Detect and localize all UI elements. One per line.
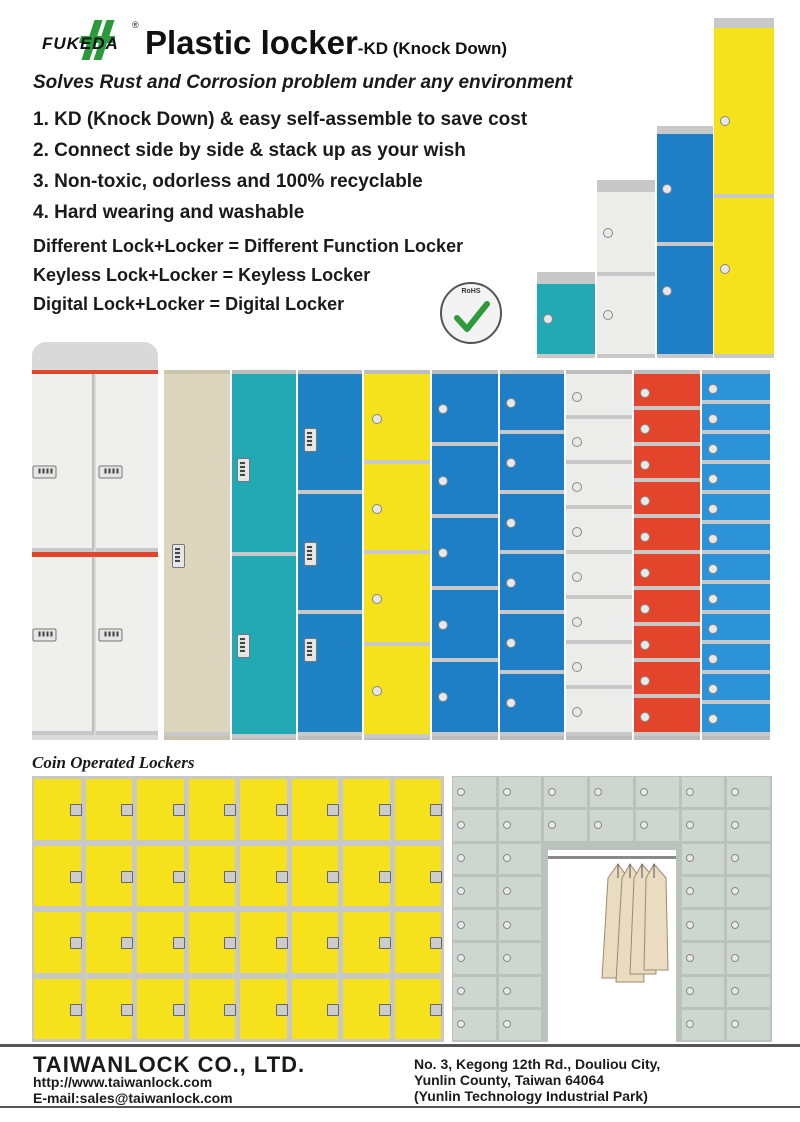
- wardrobe-locker-door: [590, 810, 633, 840]
- locker-knob-icon: [503, 921, 511, 929]
- coin-locker-door: [240, 779, 287, 840]
- address-line: No. 3, Kegong 12th Rd., Douliou City,: [414, 1056, 661, 1072]
- wardrobe-locker-door: [453, 844, 496, 874]
- coin-locker-door: [189, 846, 236, 907]
- coin-locker-door: [292, 979, 339, 1040]
- wardrobe-locker-door: [682, 810, 725, 840]
- locker-knob-icon: [594, 788, 602, 796]
- wardrobe-locker-door: [682, 877, 725, 907]
- coin-locker-door: [240, 912, 287, 973]
- locker-knob-icon: [548, 788, 556, 796]
- brand-logo-text: FUKEDA: [42, 34, 119, 53]
- locker-red-ten: [634, 370, 700, 740]
- locker-knob-icon: [731, 1020, 739, 1028]
- coin-section-caption: Coin Operated Lockers: [32, 753, 195, 772]
- locker-knob-icon: [548, 821, 556, 829]
- wardrobe-locker-door: [453, 910, 496, 940]
- wardrobe-locker-door: [453, 777, 496, 807]
- wardrobe-locker-door: [453, 977, 496, 1007]
- coin-locker-door: [86, 779, 133, 840]
- formula-list: [33, 232, 463, 319]
- locker-knob-icon: [686, 821, 694, 829]
- wardrobe-locker-door: [499, 844, 542, 874]
- feature-item: 3. Non-toxic, odorless and 100% recyclable: [33, 171, 423, 192]
- locker-yellow-quad: [364, 370, 430, 740]
- locker-white-eight: [566, 370, 632, 740]
- locker-blue-six: [500, 370, 564, 740]
- locker-knob-icon: [686, 987, 694, 995]
- locker-white-red-trim: [32, 342, 158, 740]
- locker-knob-icon: [594, 821, 602, 829]
- coin-locker-door: [137, 979, 184, 1040]
- wardrobe-locker-door: [682, 1010, 725, 1040]
- coin-slot-icon: [224, 804, 236, 816]
- wardrobe-locker-door: [544, 810, 587, 840]
- rohs-check-icon: [453, 298, 491, 336]
- locker-knob-icon: [457, 887, 465, 895]
- locker-knob-icon: [731, 954, 739, 962]
- locker-knob-icon: [503, 1020, 511, 1028]
- coin-slot-icon: [173, 871, 185, 883]
- coin-slot-icon: [430, 1004, 442, 1016]
- wardrobe-locker-door: [453, 1010, 496, 1040]
- coin-slot-icon: [276, 1004, 288, 1016]
- coin-locker-door: [395, 846, 442, 907]
- locker-knob-icon: [731, 821, 739, 829]
- wardrobe-locker-door: [453, 810, 496, 840]
- rohs-badge: [440, 282, 502, 344]
- coin-locker-door: [240, 846, 287, 907]
- locker-yellow-tallest: [714, 18, 774, 358]
- wardrobe-locker-door: [682, 844, 725, 874]
- locker-knob-icon: [457, 854, 465, 862]
- feature-item: 4. Hard wearing and washable: [33, 202, 305, 223]
- coin-locker-door: [292, 846, 339, 907]
- coin-slot-icon: [173, 937, 185, 949]
- locker-knob-icon: [731, 921, 739, 929]
- wardrobe-locker-door: [727, 943, 770, 973]
- registered-mark: ®: [132, 20, 139, 30]
- locker-knob-icon: [457, 987, 465, 995]
- coin-slot-icon: [379, 871, 391, 883]
- locker-blue-five: [432, 370, 498, 740]
- coin-locker-door: [292, 779, 339, 840]
- locker-knob-icon: [503, 987, 511, 995]
- wardrobe-locker-door: [499, 777, 542, 807]
- coin-slot-icon: [276, 871, 288, 883]
- locker-beige-single: [164, 370, 230, 740]
- coin-locker-door: [34, 779, 81, 840]
- locker-knob-icon: [731, 987, 739, 995]
- email-link[interactable]: E-mail:sales@taiwanlock.com: [33, 1090, 233, 1106]
- coin-slot-icon: [379, 804, 391, 816]
- wardrobe-locker-door: [682, 977, 725, 1007]
- feature-list: [33, 104, 527, 228]
- formula-item: Different Lock+Locker = Different Function Locker: [33, 236, 464, 256]
- locker-knob-icon: [503, 854, 511, 862]
- wardrobe-locker-door: [727, 844, 770, 874]
- locker-knob-icon: [640, 788, 648, 796]
- locker-knob-icon: [686, 854, 694, 862]
- coin-locker-door: [86, 846, 133, 907]
- coin-locker-door: [34, 979, 81, 1040]
- locker-knob-icon: [686, 1020, 694, 1028]
- locker-knob-icon: [457, 821, 465, 829]
- rohs-label: RoHS: [461, 288, 481, 295]
- address-line: (Yunlin Technology Industrial Park): [414, 1088, 648, 1104]
- coin-locker-door: [343, 979, 390, 1040]
- coin-slot-icon: [430, 804, 442, 816]
- footer-rule-top: [0, 1044, 800, 1047]
- locker-knob-icon: [731, 788, 739, 796]
- slogan: Solves Rust and Corrosion problem under any environment: [33, 72, 573, 93]
- coin-slot-icon: [173, 1004, 185, 1016]
- locker-knob-icon: [686, 887, 694, 895]
- wardrobe-locker-door: [453, 943, 496, 973]
- coin-locker-door: [292, 912, 339, 973]
- coin-locker-door: [34, 846, 81, 907]
- page-title: [145, 24, 507, 62]
- wardrobe-locker-door: [453, 877, 496, 907]
- wardrobe-locker-door: [636, 777, 679, 807]
- wardrobe-locker-door: [682, 910, 725, 940]
- coin-locker-door: [343, 912, 390, 973]
- address-line: Yunlin County, Taiwan 64064: [414, 1072, 605, 1088]
- coin-slot-icon: [70, 804, 82, 816]
- wardrobe-locker-door: [499, 877, 542, 907]
- wardrobe-locker-door: [544, 777, 587, 807]
- locker-knob-icon: [503, 887, 511, 895]
- coin-locker-door: [137, 846, 184, 907]
- coin-slot-icon: [327, 804, 339, 816]
- locker-knob-icon: [503, 954, 511, 962]
- title-suffix: -KD (Knock Down): [357, 39, 508, 58]
- coin-locker-door: [240, 979, 287, 1040]
- locker-teal-double: [232, 370, 296, 740]
- wardrobe-locker-door: [727, 910, 770, 940]
- locker-knob-icon: [457, 788, 465, 796]
- wardrobe-locker-door: [727, 977, 770, 1007]
- coin-slot-icon: [224, 1004, 236, 1016]
- coin-slot-icon: [224, 871, 236, 883]
- coin-locker-door: [189, 979, 236, 1040]
- coin-slot-icon: [121, 1004, 133, 1016]
- coin-slot-icon: [224, 937, 236, 949]
- locker-sky-twelve: [702, 370, 770, 740]
- locker-teal-short: [537, 272, 595, 358]
- coin-slot-icon: [121, 804, 133, 816]
- coin-slot-icon: [70, 871, 82, 883]
- coin-locker-door: [34, 912, 81, 973]
- coin-slot-icon: [430, 871, 442, 883]
- coin-slot-icon: [327, 937, 339, 949]
- wardrobe-locker-door: [499, 910, 542, 940]
- coin-locker-door: [86, 979, 133, 1040]
- coin-slot-icon: [379, 937, 391, 949]
- wardrobe-locker-door: [727, 1010, 770, 1040]
- locker-knob-icon: [686, 788, 694, 796]
- coin-slot-icon: [173, 804, 185, 816]
- wardrobe-locker-door: [499, 977, 542, 1007]
- company-name: TAIWANLOCK CO., LTD.: [33, 1052, 306, 1077]
- coin-slot-icon: [121, 937, 133, 949]
- wardrobe-locker-door: [727, 810, 770, 840]
- coin-slot-icon: [327, 871, 339, 883]
- wardrobe-locker-door: [636, 810, 679, 840]
- locker-knob-icon: [503, 788, 511, 796]
- locker-knob-icon: [731, 887, 739, 895]
- coin-locker-door: [86, 912, 133, 973]
- wardrobe-locker-door: [682, 943, 725, 973]
- locker-knob-icon: [731, 854, 739, 862]
- coin-locker-door: [343, 846, 390, 907]
- footer-rule-bottom: [0, 1106, 800, 1108]
- wardrobe-locker-door: [682, 777, 725, 807]
- clothes-rack-icon: [548, 850, 676, 1042]
- coin-slot-icon: [70, 1004, 82, 1016]
- wardrobe-locker-door: [727, 877, 770, 907]
- locker-white-medium: [597, 180, 655, 358]
- wardrobe-locker-door: [727, 777, 770, 807]
- coin-slot-icon: [327, 1004, 339, 1016]
- title-main: Plastic locker: [145, 24, 358, 61]
- wardrobe-locker-door: [499, 943, 542, 973]
- locker-knob-icon: [503, 821, 511, 829]
- coin-locker-door: [137, 912, 184, 973]
- coin-slot-icon: [121, 871, 133, 883]
- yellow-grid-doors: [32, 776, 444, 1042]
- coin-locker-door: [343, 779, 390, 840]
- locker-knob-icon: [457, 1020, 465, 1028]
- coin-locker-door: [395, 979, 442, 1040]
- coin-slot-icon: [276, 804, 288, 816]
- locker-blue-keypad: [298, 370, 362, 740]
- locker-knob-icon: [686, 921, 694, 929]
- feature-item: 1. KD (Knock Down) & easy self-assemble to save cost: [33, 109, 528, 130]
- coin-locker-door: [395, 912, 442, 973]
- coin-locker-door: [189, 779, 236, 840]
- locker-knob-icon: [457, 921, 465, 929]
- wardrobe-locker-door: [590, 777, 633, 807]
- coin-locker-door: [395, 779, 442, 840]
- locker-knob-icon: [457, 954, 465, 962]
- wardrobe-locker-door: [499, 810, 542, 840]
- wardrobe-locker-door: [499, 1010, 542, 1040]
- formula-item: Digital Lock+Locker = Digital Locker: [33, 294, 345, 314]
- coin-slot-icon: [276, 937, 288, 949]
- coin-locker-door: [137, 779, 184, 840]
- website-link[interactable]: http://www.taiwanlock.com: [33, 1074, 213, 1090]
- feature-item: 2. Connect side by side & stack up as your wish: [33, 140, 466, 161]
- company-address: [414, 1056, 660, 1104]
- locker-knob-icon: [686, 954, 694, 962]
- coin-slot-icon: [70, 937, 82, 949]
- coin-slot-icon: [430, 937, 442, 949]
- formula-item: Keyless Lock+Locker = Keyless Locker: [33, 265, 371, 285]
- locker-knob-icon: [640, 821, 648, 829]
- coin-locker-door: [189, 912, 236, 973]
- brand-logo: [40, 20, 140, 64]
- locker-blue-tall: [657, 126, 713, 358]
- coin-slot-icon: [379, 1004, 391, 1016]
